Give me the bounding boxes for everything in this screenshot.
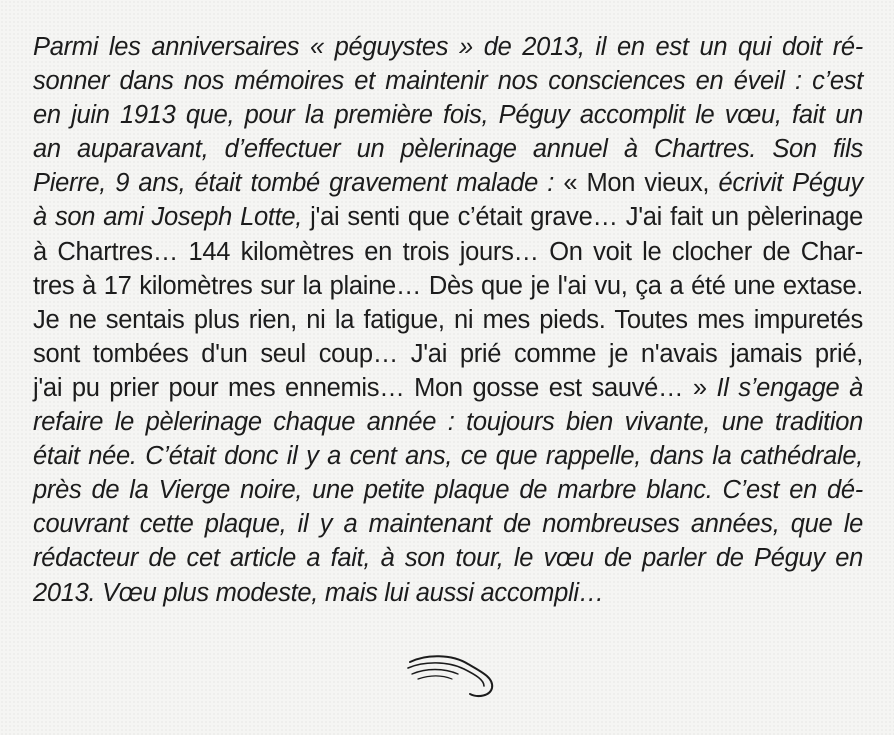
text-line xyxy=(33,200,863,234)
text-line xyxy=(33,541,863,575)
text-segment: sonner dans nos mémoires et maintenir nos consciences en éveil : c’est xyxy=(33,67,863,96)
text-segment: Je ne sentais plus rien, ni la fatigue, ni mes pieds. Toutes mes impuretés xyxy=(33,305,863,334)
text-line xyxy=(33,507,863,541)
text-line xyxy=(33,64,863,98)
text-segment: j'ai senti que c’était grave… J'ai fait un pèlerinage xyxy=(310,203,863,232)
text-segment: à son ami Joseph Lotte, xyxy=(33,203,311,232)
text-line xyxy=(33,132,863,166)
text-segment: était née. C’était donc il y a cent ans, ce que rappelle, dans la cathédrale, xyxy=(33,442,863,471)
text-line xyxy=(33,439,863,473)
text-line xyxy=(33,98,863,132)
text-segment: 2013. Vœu plus modeste, mais lui aussi accompli… xyxy=(33,578,604,607)
text-segment: près de la Vierge noire, une petite plaque de marbre blanc. C’est en dé- xyxy=(33,476,863,505)
text-line xyxy=(33,405,863,439)
text-line xyxy=(33,269,863,303)
text-segment: j'ai pu prier pour mes ennemis… Mon gosse est sauvé… » xyxy=(33,373,717,402)
text-segment: Pierre, 9 ans, était tombé gravement malade : xyxy=(33,169,564,198)
swash-flourish-icon xyxy=(404,650,500,700)
text-segment: Parmi les anniversaires « péguystes » de 2013, il en est un qui doit ré- xyxy=(33,33,863,61)
text-segment: Il s’engage à xyxy=(716,373,863,402)
text-line xyxy=(33,337,863,371)
text-line xyxy=(33,303,863,337)
text-line xyxy=(33,576,863,610)
text-line xyxy=(33,166,863,200)
text-line xyxy=(33,30,863,64)
text-segment: sont tombées d'un seul coup… J'ai prié comme je n'avais jamais prié, xyxy=(33,339,863,368)
text-segment: à Chartres… 144 kilomètres en trois jours… On voit le clocher de Char- xyxy=(33,237,863,266)
text-line xyxy=(33,235,863,269)
text-segment: couvrant cette plaque, il y a maintenant de nombreuses années, que le xyxy=(33,510,863,539)
text-segment: en juin 1913 que, pour la première fois, Péguy accomplit le vœu, fait un xyxy=(33,101,863,130)
text-segment: an auparavant, d’effectuer un pèlerinage annuel à Chartres. Son fils xyxy=(33,135,863,164)
text-segment: tres à 17 kilomètres sur la plaine… Dès que je l'ai vu, ça a été une extase. xyxy=(33,271,863,300)
text-segment: écrivit Péguy xyxy=(718,169,863,198)
text-segment: refaire le pèlerinage chaque année : toujours bien vivante, une tradition xyxy=(33,408,863,437)
text-segment: « Mon vieux, xyxy=(563,169,719,198)
article-text xyxy=(33,30,863,610)
text-segment: rédacteur de cet article a fait, à son tour, le vœu de parler de Péguy en xyxy=(33,544,863,573)
text-line xyxy=(33,371,863,405)
text-line xyxy=(33,473,863,507)
